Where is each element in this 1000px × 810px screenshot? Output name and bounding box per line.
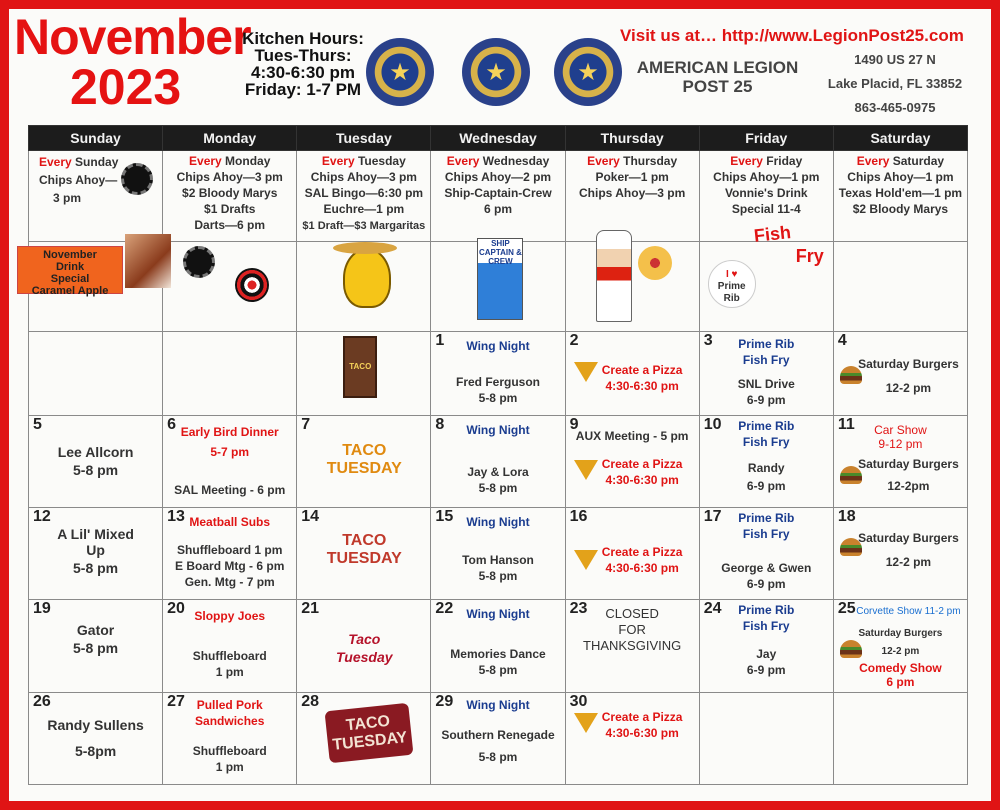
every-label: Every bbox=[321, 154, 355, 169]
event-line: 1 pm bbox=[215, 665, 244, 680]
weekday: Sunday bbox=[29, 126, 163, 151]
event-line: 6-9 pm bbox=[746, 392, 786, 407]
sombrero-icon bbox=[333, 242, 397, 254]
event-line: 5-8 pm bbox=[478, 390, 518, 405]
calendar-grid bbox=[28, 125, 968, 785]
day-number: 22 bbox=[435, 600, 454, 618]
day-number: 18 bbox=[837, 508, 856, 526]
event-line: Ship-Captain-Crew bbox=[444, 186, 552, 201]
day-number: 24 bbox=[703, 600, 722, 618]
fry-label: Fry bbox=[795, 245, 824, 266]
empty-day-cell bbox=[833, 692, 967, 784]
event-title: Wing Night bbox=[466, 338, 530, 353]
weekday: Thursday bbox=[565, 126, 699, 151]
event-title: Wing Night bbox=[466, 607, 530, 622]
year-title: 2023 bbox=[70, 59, 182, 115]
day-cell bbox=[565, 600, 699, 692]
event-line: Darts—6 pm bbox=[194, 218, 266, 233]
every-day: Saturday bbox=[889, 154, 945, 169]
every-day: Wednesday bbox=[479, 154, 550, 169]
special-line: Caramel Apple bbox=[31, 284, 109, 297]
empty-day-cell bbox=[699, 692, 833, 784]
event-line: Gen. Mtg - 7 pm bbox=[184, 575, 275, 590]
week-1-row bbox=[29, 331, 968, 415]
special-line: Special bbox=[50, 272, 90, 285]
day-cell bbox=[431, 600, 565, 692]
event-title: Wing Night bbox=[466, 697, 530, 712]
event-line: Comedy Show bbox=[859, 661, 942, 676]
day-cell bbox=[833, 600, 967, 692]
kitchen-friday: Friday: 1-7 PM bbox=[244, 80, 362, 99]
event-line: 5-8 pm bbox=[478, 569, 518, 584]
day-cell bbox=[163, 600, 297, 692]
monday-art-cell bbox=[163, 241, 297, 331]
day-cell bbox=[297, 692, 431, 784]
special-line: Drink bbox=[55, 260, 85, 273]
week-3-row bbox=[29, 508, 968, 600]
event-line: 5-8 pm bbox=[478, 663, 518, 678]
event-line: Fish Fry bbox=[742, 434, 790, 449]
event-line: Special 11-4 bbox=[731, 202, 801, 217]
event-line: 4:30-6:30 pm bbox=[605, 378, 679, 393]
event-title: Gator bbox=[76, 622, 115, 639]
every-wednesday-cell bbox=[431, 151, 565, 241]
pizza-icon bbox=[638, 246, 672, 280]
day-number: 1 bbox=[435, 331, 445, 349]
empty-day-cell bbox=[163, 331, 297, 415]
event-title: Saturday Burgers bbox=[858, 531, 959, 546]
day-number: 27 bbox=[167, 692, 185, 710]
taco-tuesday-art: TACO TUESDAY bbox=[325, 702, 414, 762]
day-number: 30 bbox=[569, 692, 588, 710]
event-line: $1 Draft—$3 Margaritas bbox=[302, 220, 426, 233]
day-cell bbox=[565, 331, 699, 415]
taco-mascot-icon bbox=[343, 248, 391, 308]
weekday: Tuesday bbox=[297, 126, 431, 151]
event-line: Chips Ahoy—3 pm bbox=[310, 170, 417, 185]
event-title: Create a Pizza bbox=[601, 545, 683, 560]
event-line: 6 pm bbox=[886, 675, 915, 690]
kitchen-days: Tues-Thurs: bbox=[254, 46, 352, 65]
website-link[interactable]: Visit us at… http://www.LegionPost25.com bbox=[620, 26, 964, 45]
day-cell bbox=[431, 692, 565, 784]
day-number: 10 bbox=[703, 415, 722, 433]
day-cell bbox=[163, 508, 297, 600]
event-title: Meatball Subs bbox=[189, 515, 271, 530]
event-line: Randy bbox=[747, 460, 785, 475]
event-line: Saturday Burgers bbox=[858, 456, 959, 471]
day-cell bbox=[699, 600, 833, 692]
event-line: Southern Renegade bbox=[441, 727, 555, 742]
day-number: 23 bbox=[569, 600, 588, 618]
event-line: George & Gwen bbox=[721, 561, 812, 576]
day-number: 2 bbox=[569, 331, 579, 349]
taco-tuesday-art: Taco Tuesday bbox=[336, 631, 393, 666]
day-number: 21 bbox=[301, 600, 320, 618]
event-line: Chips Ahoy—3 pm bbox=[176, 170, 283, 185]
event-title: Saturday Burgers bbox=[858, 356, 959, 371]
event-title: A Lil' Mixed bbox=[57, 526, 134, 543]
day-cell bbox=[163, 692, 297, 784]
kitchen-time: 4:30-6:30 pm bbox=[251, 63, 355, 82]
day-number: 11 bbox=[837, 415, 855, 433]
empty-day-cell bbox=[29, 331, 163, 415]
event-line: THANKSGIVING bbox=[583, 638, 682, 654]
day-cell bbox=[29, 508, 163, 600]
event-title: Sloppy Joes bbox=[194, 609, 266, 624]
event-line: Chips Ahoy—1 pm bbox=[713, 170, 820, 185]
day-cell bbox=[699, 331, 833, 415]
day-cell bbox=[565, 692, 699, 784]
event-line: 5-7 pm bbox=[210, 444, 250, 459]
event-line: 4:30-6:30 pm bbox=[605, 472, 679, 487]
event-title: Lee Allcorn bbox=[57, 443, 134, 460]
event-title: Wing Night bbox=[466, 422, 530, 437]
day-cell bbox=[29, 600, 163, 692]
day-number: 6 bbox=[167, 415, 177, 433]
event-line: Jay & Lora bbox=[467, 464, 529, 479]
event-line: Shuffleboard bbox=[192, 743, 267, 758]
event-line: $2 Bloody Marys bbox=[182, 186, 278, 201]
saturday-art-cell bbox=[833, 241, 967, 331]
taco-tuesday-art: TACO TUESDAY bbox=[326, 441, 402, 477]
event-line: Fish Fry bbox=[742, 527, 790, 542]
every-day: Thursday bbox=[619, 154, 678, 169]
day-number: 20 bbox=[167, 600, 185, 618]
day-cell bbox=[163, 415, 297, 507]
every-thursday-cell bbox=[565, 151, 699, 241]
poker-chip-icon bbox=[183, 246, 215, 278]
every-label: Every bbox=[446, 154, 480, 169]
day-cell bbox=[29, 692, 163, 784]
day-cell bbox=[699, 508, 833, 600]
event-line: 9-12 pm bbox=[878, 436, 923, 451]
day-cell bbox=[431, 331, 565, 415]
event-line: Chips Ahoy—3 pm bbox=[579, 186, 686, 201]
event-title: Prime Rib bbox=[738, 336, 795, 351]
event-line: SAL Meeting - 6 pm bbox=[174, 482, 286, 497]
day-cell bbox=[297, 508, 431, 600]
weekday: Friday bbox=[699, 126, 833, 151]
every-day: Friday bbox=[762, 154, 803, 169]
event-title: Pulled Pork bbox=[196, 697, 263, 712]
prime-rib-label: Prime Rib bbox=[717, 280, 746, 304]
event-line: Fred Ferguson bbox=[455, 374, 540, 389]
day-cell bbox=[297, 415, 431, 507]
event-title: Wing Night bbox=[466, 515, 530, 530]
wednesday-art-cell bbox=[431, 238, 565, 331]
day-cell bbox=[565, 415, 699, 507]
taco-sign-icon: TACO bbox=[343, 336, 377, 398]
event-line: 5-8 pm bbox=[73, 640, 119, 657]
event-line: Jay bbox=[756, 647, 777, 662]
event-line: Euchre—1 pm bbox=[323, 202, 405, 217]
event-line: 12-2 pm bbox=[881, 646, 920, 658]
thursday-art-cell bbox=[565, 241, 699, 331]
weekly-events-row bbox=[29, 151, 968, 241]
day-number: 28 bbox=[301, 692, 320, 710]
auxiliary-seal-icon: ★ bbox=[366, 38, 434, 106]
day-number: 12 bbox=[33, 508, 51, 526]
event-line: 3 pm bbox=[53, 191, 82, 206]
day-cell bbox=[431, 415, 565, 507]
art-row bbox=[29, 241, 968, 331]
day-number: 15 bbox=[435, 508, 454, 526]
weekday: Wednesday bbox=[431, 126, 565, 151]
event-title: Prime Rib bbox=[738, 603, 795, 618]
event-title: Corvette Show 11-2 pm bbox=[856, 606, 961, 618]
address-block bbox=[810, 48, 980, 120]
day-cell bbox=[699, 415, 833, 507]
every-label: Every bbox=[189, 154, 222, 169]
org-line-2: POST 25 bbox=[682, 77, 753, 96]
event-line: Memories Dance bbox=[450, 647, 546, 662]
every-label: Every bbox=[587, 154, 620, 169]
event-line: Chips Ahoy— bbox=[39, 173, 118, 188]
event-line: E Board Mtg - 6 pm bbox=[175, 559, 285, 574]
event-line: $1 Drafts bbox=[204, 202, 256, 217]
prime-rib-badge bbox=[708, 260, 756, 308]
event-line: 6 pm bbox=[483, 202, 512, 217]
event-title: Create a Pizza bbox=[601, 362, 683, 377]
taco-tuesday-art: TACO TUESDAY bbox=[326, 532, 402, 568]
org-line-1: AMERICAN LEGION bbox=[636, 58, 799, 77]
day-number: 25 bbox=[837, 600, 856, 618]
event-line: Chips Ahoy—2 pm bbox=[444, 170, 552, 185]
day-number: 3 bbox=[703, 331, 713, 349]
day-number: 4 bbox=[837, 331, 847, 349]
event-line: 12-2 pm bbox=[885, 555, 932, 570]
event-line: Up bbox=[86, 542, 105, 559]
every-sunday-cell bbox=[29, 151, 163, 241]
weekday: Monday bbox=[163, 126, 297, 151]
event-line: 4:30-6:30 pm bbox=[605, 561, 679, 576]
event-line: 5-8 pm bbox=[73, 461, 119, 478]
address-line-2: Lake Placid, FL 33852 bbox=[827, 76, 963, 91]
event-line: 5-8pm bbox=[74, 742, 117, 759]
org-name bbox=[630, 58, 805, 96]
day-number: 8 bbox=[435, 415, 445, 433]
event-line: Fish Fry bbox=[742, 352, 790, 367]
event-line: Poker—1 pm bbox=[595, 170, 669, 185]
week-4-row bbox=[29, 600, 968, 692]
ship-box-label: SHIP CAPTAIN & CREW bbox=[478, 238, 522, 266]
event-line: Sandwiches bbox=[195, 713, 265, 728]
special-line: November bbox=[43, 248, 97, 261]
day-cell bbox=[431, 508, 565, 600]
event-line: Vonnie's Drink bbox=[724, 186, 808, 201]
event-title: Create a Pizza bbox=[601, 709, 683, 724]
friday-art-cell bbox=[699, 221, 833, 331]
event-line: Create a Pizza bbox=[601, 456, 683, 471]
day-number: 7 bbox=[301, 415, 311, 433]
love-label: I ♥ bbox=[725, 268, 738, 280]
event-line: 5-8 pm bbox=[478, 749, 518, 764]
day-cell bbox=[297, 600, 431, 692]
event-line: 6-9 pm bbox=[746, 663, 786, 678]
chef-icon bbox=[596, 230, 632, 322]
day-number: 13 bbox=[167, 508, 185, 526]
event-line: Shuffleboard bbox=[192, 649, 267, 664]
day-number: 26 bbox=[33, 692, 51, 710]
kitchen-title: Kitchen Hours: bbox=[242, 29, 364, 48]
event-line: SAL Bingo—6:30 pm bbox=[304, 186, 424, 201]
dartboard-icon bbox=[235, 268, 269, 302]
event-title: Randy Sullens bbox=[47, 716, 144, 733]
day-number: 9 bbox=[569, 415, 579, 433]
event-line: $2 Bloody Marys bbox=[852, 202, 949, 217]
event-line: Tom Hanson bbox=[462, 553, 534, 568]
month-title: November bbox=[14, 9, 251, 65]
day-number: 16 bbox=[569, 508, 588, 526]
weekday-header bbox=[29, 126, 968, 151]
event-line: 4:30-6:30 pm bbox=[605, 725, 679, 740]
address-line-1: 1490 US 27 N bbox=[854, 52, 936, 67]
event-line: 5-8 pm bbox=[73, 560, 119, 577]
day-cell bbox=[833, 331, 967, 415]
event-line: 1 pm bbox=[215, 759, 244, 774]
day-cell bbox=[565, 508, 699, 600]
ship-captain-crew-box bbox=[477, 238, 523, 320]
event-line: Chips Ahoy—1 pm bbox=[847, 170, 954, 185]
event-title: AUX Meeting - 5 pm bbox=[575, 428, 689, 443]
day-number: 5 bbox=[33, 415, 42, 433]
event-line: Shuffleboard 1 pm bbox=[177, 543, 283, 558]
event-title: Prime Rib bbox=[738, 418, 795, 433]
event-title: Early Bird Dinner bbox=[180, 424, 279, 439]
every-tuesday-cell bbox=[297, 151, 431, 241]
day-number: 14 bbox=[301, 508, 320, 526]
sons-seal-icon: ★ bbox=[554, 38, 622, 106]
drink-special-cell bbox=[29, 241, 163, 331]
empty-day-cell bbox=[297, 331, 431, 415]
event-line: Saturday Burgers bbox=[858, 628, 943, 640]
day-number: 29 bbox=[435, 692, 454, 710]
tuesday-art-cell bbox=[297, 241, 431, 331]
event-line: 12-2pm bbox=[887, 478, 930, 493]
every-day: Monday bbox=[221, 154, 271, 169]
every-day: Sunday bbox=[71, 155, 119, 170]
event-line: SNL Drive bbox=[737, 376, 795, 391]
every-label: Every bbox=[39, 155, 72, 170]
every-saturday-cell bbox=[833, 151, 967, 241]
event-line: Fish Fry bbox=[742, 619, 790, 634]
legion-seal-icon: ★ bbox=[462, 38, 530, 106]
every-day: Tuesday bbox=[354, 154, 406, 169]
event-line: Texas Hold'em—1 pm bbox=[838, 186, 963, 201]
every-monday-cell bbox=[163, 151, 297, 241]
drink-special-box bbox=[17, 246, 123, 297]
event-title: Prime Rib bbox=[738, 511, 795, 526]
event-line: FOR bbox=[618, 622, 646, 638]
kitchen-hours bbox=[238, 30, 368, 98]
day-cell bbox=[833, 508, 967, 600]
day-cell bbox=[833, 415, 967, 507]
event-line: 5-8 pm bbox=[478, 480, 518, 495]
day-number: 17 bbox=[703, 508, 722, 526]
week-5-row bbox=[29, 692, 968, 784]
event-line: 6-9 pm bbox=[746, 577, 786, 592]
weekday: Saturday bbox=[833, 126, 967, 151]
day-cell bbox=[29, 415, 163, 507]
every-label: Every bbox=[856, 154, 890, 169]
every-label: Every bbox=[730, 154, 763, 169]
event-title: Car Show bbox=[874, 422, 927, 437]
phone-number: 863-465-0975 bbox=[854, 100, 936, 115]
event-line: 6-9 pm bbox=[746, 478, 786, 493]
week-2-row bbox=[29, 415, 968, 507]
fish-label: Fish bbox=[752, 221, 792, 246]
day-number: 19 bbox=[33, 600, 51, 618]
event-line: 12-2 pm bbox=[885, 380, 932, 395]
event-title: CLOSED bbox=[605, 606, 659, 622]
